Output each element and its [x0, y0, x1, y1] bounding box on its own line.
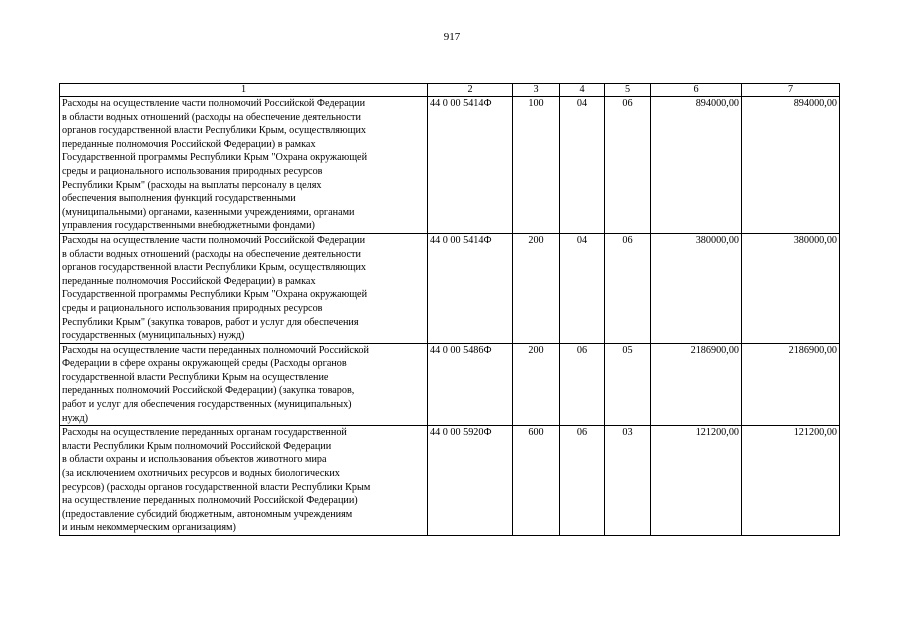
description-line: среды и рационального использования природных ресурсов — [62, 165, 323, 177]
description-line: переданных полномочий Российской Федерации) (закупка товаров, — [62, 385, 355, 397]
description-line: в области охраны и использования объектов животного мира — [62, 454, 327, 466]
expense-type-code: 100 — [513, 97, 560, 234]
amount-col-6: 2186900,00 — [651, 343, 742, 426]
description-line: (муниципальными) органами, казенными учреждениями, органами — [62, 206, 355, 218]
column-header: 7 — [742, 84, 840, 97]
table-row — [60, 343, 840, 426]
column-header: 1 — [60, 84, 428, 97]
target-article-code: 44 0 00 5414Ф — [428, 97, 513, 234]
description-line: среды и рационального использования природных ресурсов — [62, 302, 323, 314]
amount-col-6: 380000,00 — [651, 233, 742, 343]
description-line: (за исключением охотничьих ресурсов и водных биологических — [62, 468, 340, 480]
amount-col-7: 2186900,00 — [742, 343, 840, 426]
description-line: управления государственными внебюджетными фондами) — [62, 220, 315, 232]
description-line: на осуществление переданных полномочий Российской Федерации) — [62, 495, 358, 507]
description-line: Расходы на осуществление части полномочий Российской Федерации — [62, 234, 366, 246]
description-line: и иным некоммерческим организациям) — [62, 522, 236, 534]
table-row — [60, 426, 840, 536]
budget-table — [59, 83, 840, 536]
column-header: 6 — [651, 84, 742, 97]
amount-col-7: 894000,00 — [742, 97, 840, 234]
description-line: переданные полномочия Российской Федерации) в рамках — [62, 275, 316, 287]
description-line: Республики Крым" (закупка товаров, работ и услуг для обеспечения — [62, 316, 359, 328]
column-header: 3 — [513, 84, 560, 97]
description-line: органов государственной власти Республики Крым, осуществляющих — [62, 125, 366, 137]
description-line: (предоставление субсидий бюджетным, автономным учреждениям — [62, 508, 353, 520]
expense-description — [60, 343, 428, 426]
table-header-row — [60, 84, 840, 97]
table-row — [60, 233, 840, 343]
amount-col-6: 121200,00 — [651, 426, 742, 536]
subsection-code: 05 — [605, 343, 651, 426]
description-line: в области водных отношений (расходы на обеспечение деятельности — [62, 248, 361, 260]
description-line: Государственной программы Республики Крым "Охрана окружающей — [62, 289, 368, 301]
description-line: Расходы на осуществление части полномочий Российской Федерации — [62, 98, 366, 109]
description-line: работ и услуг для обеспечения государственных (муниципальных) — [62, 399, 352, 411]
description-line: Республики Крым" (расходы на выплаты персоналу в целях — [62, 179, 322, 191]
expense-type-code: 200 — [513, 233, 560, 343]
description-line: Расходы на осуществление переданных органам государственной — [62, 427, 347, 439]
description-line: обеспечения выполнения функций государственными — [62, 193, 296, 205]
description-line: Федерации в сфере охраны окружающей среды (Расходы органов — [62, 358, 347, 370]
expense-description — [60, 426, 428, 536]
description-line: ресурсов) (расходы органов государственной власти Республики Крым — [62, 481, 371, 493]
target-article-code: 44 0 00 5920Ф — [428, 426, 513, 536]
description-line: государственных (муниципальных) нужд) — [62, 330, 245, 342]
expense-description — [60, 97, 428, 234]
section-code: 04 — [560, 97, 605, 234]
column-header: 2 — [428, 84, 513, 97]
column-header: 5 — [605, 84, 651, 97]
target-article-code: 44 0 00 5414Ф — [428, 233, 513, 343]
amount-col-6: 894000,00 — [651, 97, 742, 234]
description-line: Расходы на осуществление части переданных полномочий Российской — [62, 344, 369, 356]
description-line: органов государственной власти Республики Крым, осуществляющих — [62, 262, 366, 274]
subsection-code: 06 — [605, 97, 651, 234]
expense-type-code: 600 — [513, 426, 560, 536]
amount-col-7: 380000,00 — [742, 233, 840, 343]
section-code: 06 — [560, 426, 605, 536]
description-line: власти Республики Крым полномочий Российской Федерации — [62, 440, 332, 452]
target-article-code: 44 0 00 5486Ф — [428, 343, 513, 426]
column-header: 4 — [560, 84, 605, 97]
description-line: Государственной программы Республики Крым "Охрана окружающей — [62, 152, 368, 164]
description-line: нужд) — [62, 412, 89, 424]
expense-description — [60, 233, 428, 343]
expense-type-code: 200 — [513, 343, 560, 426]
section-code: 04 — [560, 233, 605, 343]
table-row — [60, 97, 840, 234]
page-number: 917 — [443, 31, 461, 43]
subsection-code: 06 — [605, 233, 651, 343]
description-line: государственной власти Республики Крым на осуществление — [62, 371, 329, 383]
description-line: переданные полномочия Российской Федерации) в рамках — [62, 138, 316, 150]
description-line: в области водных отношений (расходы на обеспечение деятельности — [62, 111, 361, 123]
section-code: 06 — [560, 343, 605, 426]
subsection-code: 03 — [605, 426, 651, 536]
amount-col-7: 121200,00 — [742, 426, 840, 536]
